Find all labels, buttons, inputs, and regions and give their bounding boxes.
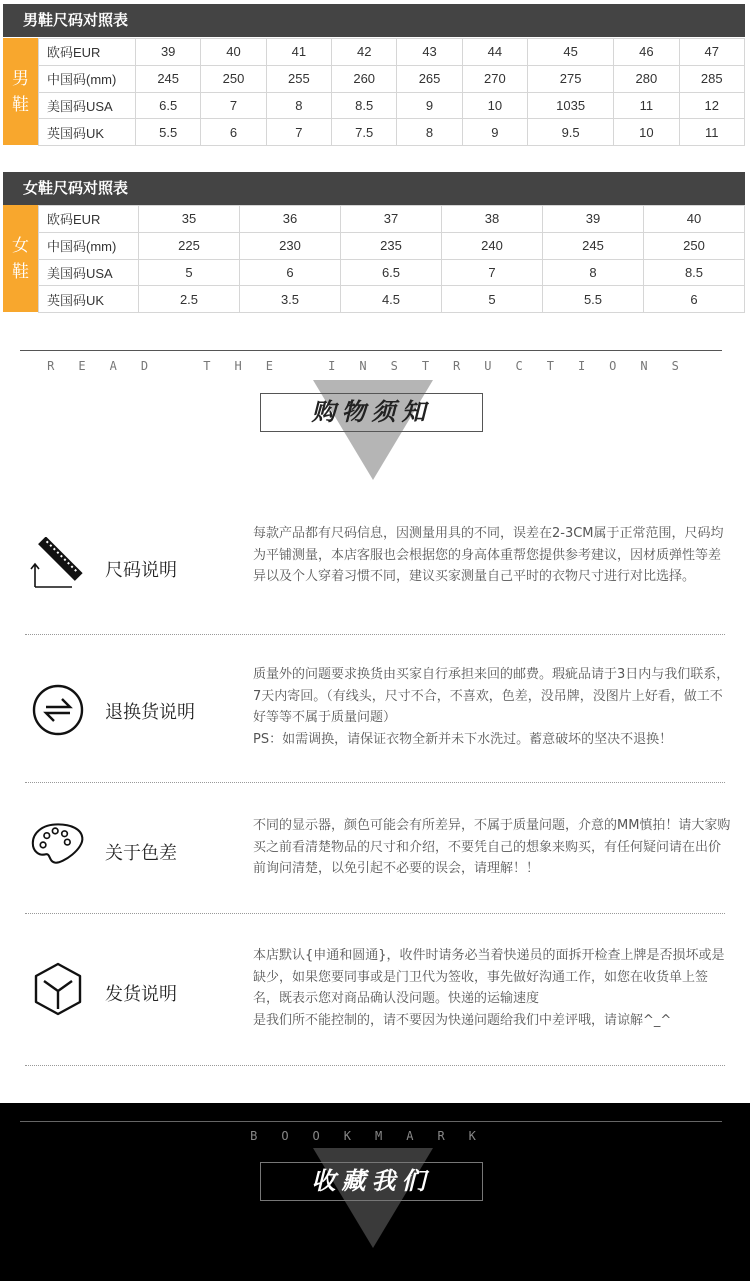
- size-cell: 9: [462, 119, 527, 146]
- size-cell: 39: [543, 206, 644, 233]
- size-cell: 10: [614, 119, 679, 146]
- bookmark-title[interactable]: 收藏我们: [260, 1162, 483, 1201]
- size-cell: 11: [614, 92, 679, 119]
- row-label: 中国码(mm): [39, 65, 136, 92]
- size-cell: 255: [266, 65, 331, 92]
- row-label: 英国码UK: [39, 119, 136, 146]
- size-cell: 40: [201, 39, 266, 66]
- row-label: 欧码EUR: [39, 206, 139, 233]
- size-cell: 6.5: [136, 92, 201, 119]
- size-cell: 6: [240, 259, 341, 286]
- size-cell: 4.5: [341, 286, 442, 313]
- section-text-ps: PS：如需调换，请保证衣物全新并未下水洗过。蓄意破坏的坚决不退换！: [253, 731, 673, 747]
- side-char: 鞋: [12, 261, 29, 282]
- men-side-label: [3, 38, 38, 145]
- size-cell: 41: [266, 39, 331, 66]
- women-size-chart-header: 女鞋尺码对照表: [3, 172, 745, 205]
- size-cell: 11: [679, 119, 744, 146]
- men-size-table: [3, 38, 745, 145]
- size-cell: 245: [136, 65, 201, 92]
- table-row: [39, 286, 745, 313]
- size-cell: 5.5: [543, 286, 644, 313]
- size-cell: 6: [644, 286, 745, 313]
- ruler-icon: [30, 537, 86, 593]
- table-row: [39, 119, 745, 146]
- size-cell: 9.5: [528, 119, 614, 146]
- women-side-label: [3, 205, 38, 312]
- section-text: 每款产品都有尺码信息，因测量用具的不同，误差在2-3CM属于正常范围，尺码均为平铺测量，本店客服也会根据您的身高体重帮您提供参考建议，因材质弹性等差异以及个人穿着习惯不同，建议买家测量自己平时的衣物尺寸进行对比选择。: [253, 526, 724, 584]
- size-cell: 47: [679, 39, 744, 66]
- row-label: 美国码USA: [39, 259, 139, 286]
- size-cell: 5: [139, 259, 240, 286]
- size-cell: 225: [139, 232, 240, 259]
- size-cell: 39: [136, 39, 201, 66]
- women-grid: [38, 205, 745, 313]
- size-cell: 8: [543, 259, 644, 286]
- size-cell: 8.5: [644, 259, 745, 286]
- row-label: 中国码(mm): [39, 232, 139, 259]
- size-cell: 265: [397, 65, 462, 92]
- size-cell: 7: [266, 119, 331, 146]
- row-label: 美国码USA: [39, 92, 136, 119]
- size-cell: 8.5: [332, 92, 397, 119]
- size-cell: 37: [341, 206, 442, 233]
- size-cell: 45: [528, 39, 614, 66]
- size-cell: 240: [442, 232, 543, 259]
- size-cell: 250: [201, 65, 266, 92]
- size-cell: 40: [644, 206, 745, 233]
- size-cell: 44: [462, 39, 527, 66]
- size-cell: 245: [543, 232, 644, 259]
- bookmark-subtitle: BOOKMARK: [250, 1129, 500, 1143]
- bookmark-banner[interactable]: [0, 1103, 750, 1281]
- side-char: 男: [12, 68, 29, 89]
- box-icon: [30, 961, 86, 1017]
- size-cell: 250: [644, 232, 745, 259]
- size-cell: 42: [332, 39, 397, 66]
- size-cell: 280: [614, 65, 679, 92]
- size-cell: 285: [679, 65, 744, 92]
- size-cell: 8: [397, 119, 462, 146]
- size-cell: 6.5: [341, 259, 442, 286]
- dotted-divider: [25, 1065, 725, 1066]
- section-title: 发货说明: [105, 984, 177, 1005]
- size-cell: 46: [614, 39, 679, 66]
- size-cell: 270: [462, 65, 527, 92]
- row-label: 英国码UK: [39, 286, 139, 313]
- size-cell: 275: [528, 65, 614, 92]
- section-text-main: 质量外的问题要求换货由买家自行承担来回的邮费。瑕疵品请于3日内与我们联系，7天内寄回。（有线头，尺寸不合，不喜欢，色差，没吊牌，没图片上好看，做工不好等等不属于质量问题）: [253, 667, 730, 725]
- men-grid: [38, 38, 745, 146]
- size-cell: 9: [397, 92, 462, 119]
- section-text: [253, 664, 733, 750]
- table-row: [39, 65, 745, 92]
- size-cell: 43: [397, 39, 462, 66]
- size-cell: 5.5: [136, 119, 201, 146]
- section-text-extra: 是我们所不能控制的，请不要因为快递问题给我们中差评哦，请谅解^_^: [253, 1012, 672, 1028]
- size-cell: 3.5: [240, 286, 341, 313]
- table-row: [39, 232, 745, 259]
- instructions-subtitle: READ THE INSTRUCTIONS: [47, 359, 703, 373]
- section-text: [253, 945, 733, 1031]
- section-title: 尺码说明: [105, 560, 177, 581]
- side-char: 鞋: [12, 94, 29, 115]
- size-cell: 7.5: [332, 119, 397, 146]
- dotted-divider: [25, 782, 725, 783]
- size-cell: 35: [139, 206, 240, 233]
- table-row: [39, 206, 745, 233]
- size-cell: 5: [442, 286, 543, 313]
- size-cell: 7: [201, 92, 266, 119]
- size-cell: 2.5: [139, 286, 240, 313]
- size-cell: 235: [341, 232, 442, 259]
- women-size-table: [3, 205, 745, 312]
- size-cell: 12: [679, 92, 744, 119]
- instructions-title: 购物须知: [260, 393, 483, 432]
- size-cell: 38: [442, 206, 543, 233]
- size-cell: 8: [266, 92, 331, 119]
- side-char: 女: [12, 235, 29, 256]
- section-title: 关于色差: [105, 843, 177, 864]
- size-cell: 10: [462, 92, 527, 119]
- exchange-icon: [30, 682, 86, 738]
- size-cell: 6: [201, 119, 266, 146]
- size-cell: 260: [332, 65, 397, 92]
- table-row: [39, 259, 745, 286]
- dotted-divider: [25, 634, 725, 635]
- size-cell: 230: [240, 232, 341, 259]
- section-text-main: 本店默认{申通和圆通}，收件时请务必当着快递员的面拆开检查上牌是否损坏或是缺少，如果您要同事或是门卫代为签收，事先做好沟通工作，如您在收货单上签名，既表示您对商品确认没问题。快递的运输速度: [253, 948, 725, 1006]
- divider: [20, 1121, 722, 1122]
- section-text: 不同的显示器，颜色可能会有所差异，不属于质量问题，介意的MM慎拍！请大家购买之前看清楚物品的尺寸和介绍，不要凭自己的想象来购买，有任何疑问请在出价前询问清楚，以免引起不必要的误会，请理解！！: [253, 818, 731, 876]
- section-title: 退换货说明: [105, 702, 195, 723]
- divider: [20, 350, 722, 351]
- palette-icon: [30, 816, 86, 872]
- table-row: [39, 92, 745, 119]
- row-label: 欧码EUR: [39, 39, 136, 66]
- men-size-chart-header: 男鞋尺码对照表: [3, 4, 745, 37]
- dotted-divider: [25, 913, 725, 914]
- size-cell: 1035: [528, 92, 614, 119]
- size-cell: 7: [442, 259, 543, 286]
- table-row: [39, 39, 745, 66]
- size-cell: 36: [240, 206, 341, 233]
